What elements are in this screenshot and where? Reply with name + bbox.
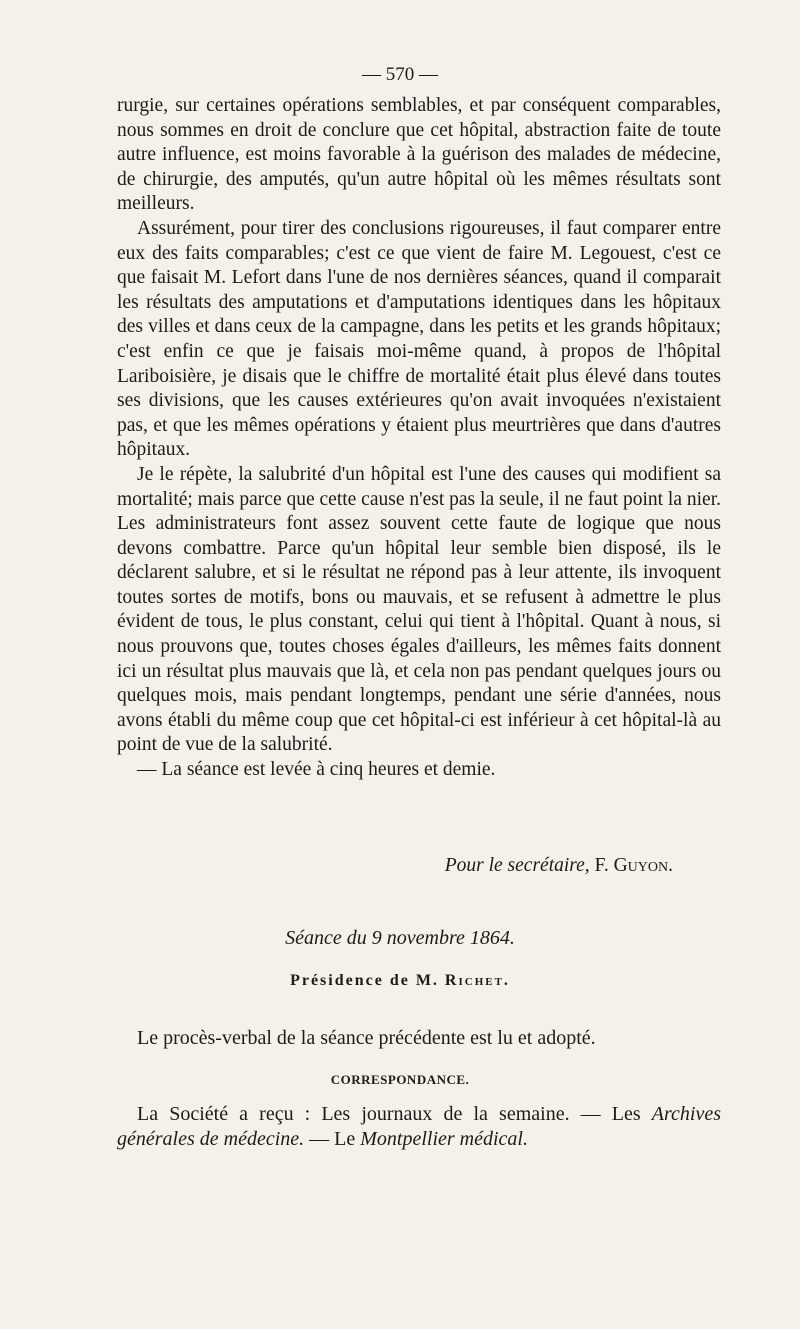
societe-text-before: La Société a reçu : Les journaux de la semaine. — Les: [137, 1103, 652, 1125]
main-text: [117, 94, 721, 783]
presidence-line: [0, 972, 800, 990]
archives-title: Archives générales de médecine.: [117, 1103, 721, 1150]
page-number: — 570 —: [362, 64, 438, 85]
session-title: Séance du 9 novembre 1864.: [285, 927, 515, 949]
paragraph-1: rurgie, sur certaines opérations semblables, et par conséquent comparables, nous sommes en droit de conclure que cet hôpital, abstraction faite de toute autre influence, est moins favorable à la guérison des malades de médecine, de chirurgie, des amputés, qu'un autre hôpital où les mêmes résultats sont meilleurs.: [117, 95, 721, 215]
montpellier-title: Montpellier médical.: [360, 1128, 528, 1150]
paragraph-4: — La séance est levée à cinq heures et demie.: [137, 759, 496, 781]
paragraph-3: Je le répète, la salubrité d'un hôpital est l'une des causes qui modifient sa mortalité; mais parce que cette cause n'est pas la seule, il ne faut point la nier. Les administrateurs font assez souvent cette faute de logique que nous devons combattre. Parce qu'un hôpital leur semble bien disposé, ils le déclarent salubre, et si le résultat ne répond pas à leur attente, ils invoquent toutes sortes de motifs, bons ou mauvais, et se refusent à admettre le plus évident de tous, le plus constant, celui qui tient à l'hôpital. Quant à nous, si nous prouvons que, toutes choses égales d'ailleurs, les mêmes faits donnent ici un résultat plus mauvais que là, et cela non pas pendant quelques jours ou quelques mois, mais pendant longtemps, pendant une série d'années, nous avons établi du même coup que cet hôpital-ci est inférieur à cet hôpital-là au point de vue de la salubrité.: [117, 463, 721, 756]
societe-text-mid: — Le: [304, 1128, 361, 1150]
signature-name: F. Guyon.: [594, 855, 673, 876]
societe-paragraph: [117, 1102, 721, 1152]
proces-verbal: Le procès-verbal de la séance précédente est lu et adopté.: [137, 1027, 596, 1049]
presidence-name: Richet.: [444, 972, 510, 989]
signature-label: Pour le secrétaire,: [444, 855, 590, 876]
presidence-prefix: Présidence de M.: [290, 972, 439, 989]
correspondance-heading: CORRESPONDANCE.: [330, 1072, 470, 1087]
signature: [117, 855, 673, 877]
paragraph-2: Assurément, pour tirer des conclusions rigoureuses, il faut comparer entre eux des faits comparables; c'est ce que vient de faire M. Legouest, c'est ce que faisait M. Lefort dans l'une de nos dernières séances, quand il comparait les résultats des amputations et d'amputations identiques dans les hôpitaux des villes et dans ceux de la campagne, dans les petits et les grands hôpitaux; c'est enfin ce que je faisais moi-même quand, à propos de l'hôpital Lariboisière, je disais que le chiffre de mortalité était plus élevé dans toutes ses divisions, que les causes extérieures qu'on avait invoquées n'existaient pas, et que les mêmes opérations y étaient plus meurtrières que dans d'autres hôpitaux.: [117, 217, 721, 461]
